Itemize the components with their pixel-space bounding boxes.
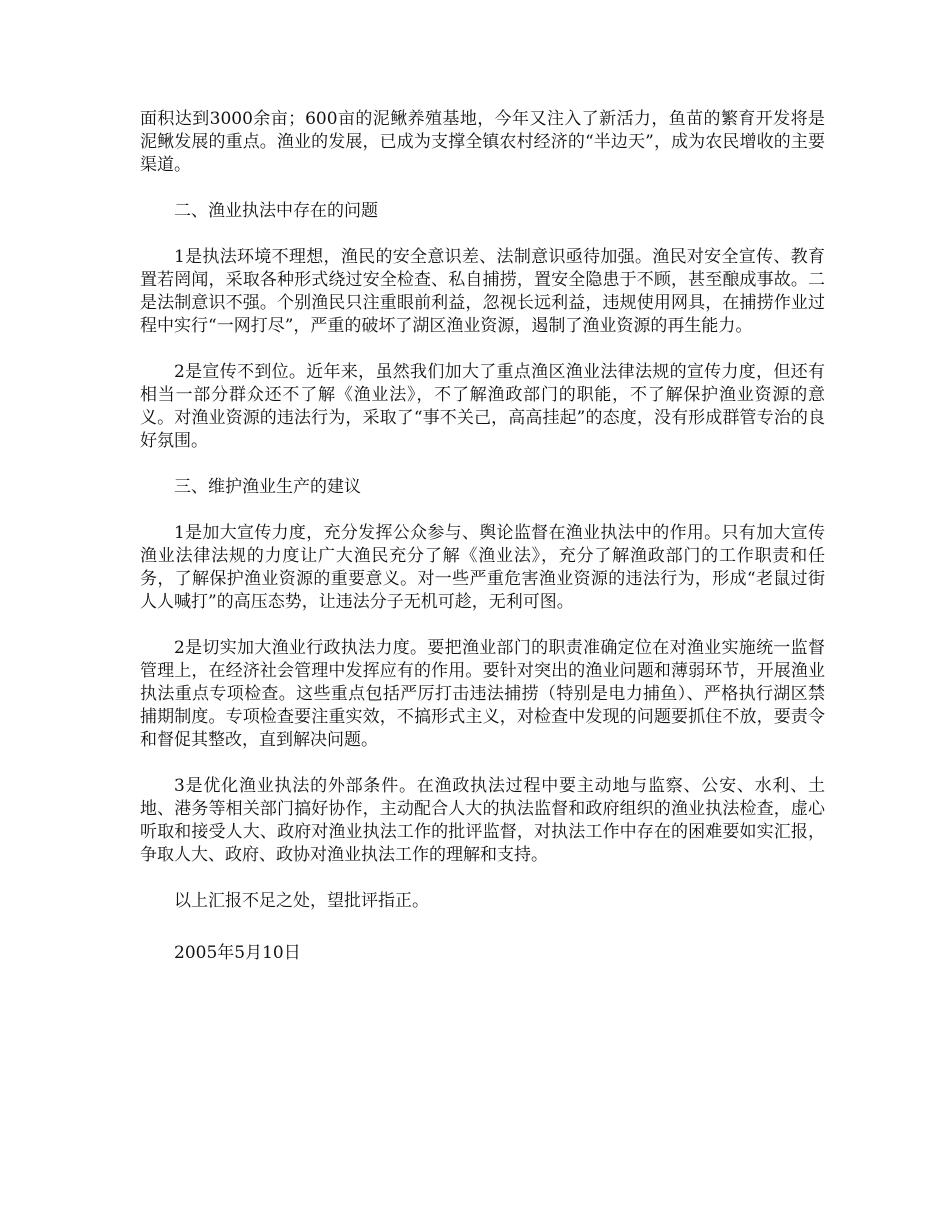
- problem-item-1: 1是执法环境不理想，渔民的安全意识差、法制意识亟待加强。渔民对安全宣传、教育置若罔闻，采取各种形式绕过安全检查、私自捕捞，置安全隐患于不顾，甚至酿成事故。二是法制意识不强。个别渔民只注重眼前利益，忽视长远利益，违规使用网具，在捕捞作业过程中实行“一网打尽”，严重的破坏了湖区渔业资源，遏制了渔业资源的再生能力。: [140, 247, 825, 336]
- section-heading-problems: 二、渔业执法中存在的问题: [174, 201, 378, 221]
- closing-remark: 以上汇报不足之处，望批评指正。: [174, 891, 429, 911]
- suggestion-item-2: 2是切实加大渔业行政执法力度。要把渔业部门的职责准确定位在对渔业实施统一监督管理上，在经济社会管理中发挥应有的作用。要针对突出的渔业问题和薄弱环节，开展渔业执法重点专项检查。这些重点包括严厉打击违法捕捞（特别是电力捕鱼）、严格执行湖区禁捕期制度。专项检查要注重实效，不搞形式主义，对检查中发现的问题要抓住不放，要责令和督促其整改，直到解决问题。: [140, 638, 825, 750]
- problem-item-2: 2是宣传不到位。近年来，虽然我们加大了重点渔区渔业法律法规的宣传力度，但还有相当一部分群众还不了解《渔业法》，不了解渔政部门的职能，不了解保护渔业资源的意义。对渔业资源的违法行为，采取了“事不关己，高高挂起”的态度，没有形成群管专治的良好氛围。: [140, 362, 825, 451]
- section-heading-suggestions: 三、维护渔业生产的建议: [174, 477, 361, 497]
- document-body: [140, 108, 825, 913]
- document-date: 2005年5月10日: [174, 943, 301, 963]
- suggestion-item-3: 3是优化渔业执法的外部条件。在渔政执法过程中要主动地与监察、公安、水利、土地、港务等相关部门搞好协作，主动配合人大的执法监督和政府组织的渔业执法检查，虚心听取和接受人大、政府对渔业执法工作的批评监督，对执法工作中存在的困难要如实汇报，争取人大、政府、政协对渔业执法工作的理解和支持。: [140, 776, 825, 865]
- intro-paragraph: 面积达到3000余亩；600亩的泥鳅养殖基地，今年又注入了新活力，鱼苗的繁育开发将是泥鳅发展的重点。渔业的发展，已成为支撑全镇农村经济的“半边天”，成为农民增收的主要渠道。: [140, 109, 825, 175]
- suggestion-item-1: 1是加大宣传力度，充分发挥公众参与、舆论监督在渔业执法中的作用。只有加大宣传渔业法律法规的力度让广大渔民充分了解《渔业法》，充分了解渔政部门的工作职责和任务，了解保护渔业资源的重要意义。对一些严重危害渔业资源的违法行为，形成“老鼠过街人人喊打”的高压态势，让违法分子无机可趁，无利可图。: [140, 523, 825, 612]
